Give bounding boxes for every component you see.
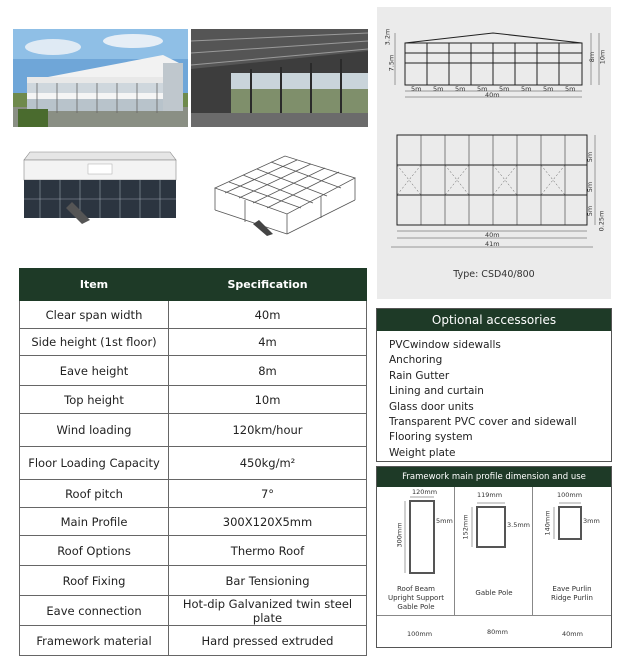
- item-cell: Wind loading: [20, 414, 169, 447]
- profile-thickness-dim: 5mm: [436, 517, 453, 525]
- tent-interior-photo: [191, 29, 368, 127]
- spec-cell: 8m: [169, 356, 367, 386]
- item-cell: Floor Loading Capacity: [20, 447, 169, 480]
- profile-caption: Roof Beam Upright Support Gable Pole: [388, 585, 444, 611]
- item-cell: Framework material: [20, 626, 169, 656]
- item-cell: Roof pitch: [20, 480, 169, 508]
- technical-drawing-panel: [377, 7, 611, 299]
- bay-dim: 5m: [565, 85, 576, 93]
- profile-bottom-row: [377, 615, 611, 648]
- list-item: Weight plate: [389, 446, 456, 459]
- item-cell: Main Profile: [20, 508, 169, 536]
- spec-cell: 4m: [169, 329, 367, 356]
- bay-dim: 5m: [477, 85, 488, 93]
- spec-cell: Hot-dip Galvanized twin steel plate: [169, 596, 367, 626]
- list-item: Glass door units: [389, 400, 474, 413]
- spec-cell: 10m: [169, 386, 367, 414]
- plan-outer-dim: 41m: [485, 240, 500, 248]
- bay-dim: 5m: [543, 85, 554, 93]
- side-total-dim: 40m: [485, 91, 500, 99]
- list-item: Transparent PVC cover and sidewall: [389, 416, 577, 429]
- profile-height-dim: 300mm: [395, 522, 404, 548]
- table-row: [20, 626, 367, 656]
- profile-width-dim: 40mm: [562, 630, 583, 638]
- plan-side-dim: 5m: [586, 151, 595, 163]
- table-row: [20, 414, 367, 447]
- profile-width-dim: 100mm: [557, 491, 583, 499]
- accessories-list: [389, 338, 611, 461]
- plan-side-dim: 0.25m: [597, 210, 606, 232]
- framework-profile-box: [376, 466, 612, 648]
- bay-dim: 5m: [455, 85, 466, 93]
- type-label: Type: CSD40/800: [453, 269, 535, 280]
- spec-cell: Hard pressed extruded: [169, 626, 367, 656]
- item-cell: Eave height: [20, 356, 169, 386]
- plan-inner-dim: 40m: [485, 231, 500, 239]
- item-cell: Roof Options: [20, 536, 169, 566]
- list-item: PVCwindow sidewalls: [389, 339, 501, 351]
- profile-caption: Gable Pole: [475, 589, 513, 597]
- list-item: Flooring system: [389, 431, 473, 444]
- spec-cell: Thermo Roof: [169, 536, 367, 566]
- profile-caption: Eave Purlin Ridge Purlin: [551, 585, 593, 602]
- table-row: [20, 536, 367, 566]
- specification-table: [19, 268, 367, 656]
- header-specification: Specification: [169, 269, 367, 301]
- bay-dim: 5m: [411, 85, 422, 93]
- spec-cell: 300X120X5mm: [169, 508, 367, 536]
- profile-height-dim: 140mm: [543, 510, 552, 536]
- table-row: [20, 566, 367, 596]
- optional-accessories-box: [376, 308, 612, 462]
- bay-dim: 5m: [521, 85, 532, 93]
- table-row: [20, 596, 367, 626]
- tent-render-closed: [20, 142, 180, 232]
- profile-thickness-dim: 3mm: [583, 517, 600, 525]
- dim-7-5m: 7.5m: [387, 54, 396, 72]
- profile-width-dim: 120mm: [412, 488, 438, 496]
- profile-width-dim: 119mm: [477, 491, 503, 499]
- header-item: Item: [20, 269, 169, 301]
- table-row: [20, 329, 367, 356]
- table-row: [20, 386, 367, 414]
- list-item: Anchoring: [389, 354, 443, 367]
- list-item: Rain Gutter: [389, 369, 450, 382]
- profile-height-dim: 152mm: [461, 514, 470, 540]
- spec-cell: 40m: [169, 301, 367, 329]
- tent-exterior-photo: [13, 29, 188, 127]
- dim-10m: 10m: [598, 49, 607, 65]
- item-cell: Top height: [20, 386, 169, 414]
- spec-cell: Bar Tensioning: [169, 566, 367, 596]
- table-row: [20, 356, 367, 386]
- framework-title: Framework main profile dimension and use: [377, 467, 611, 487]
- list-item: Lining and curtain: [389, 385, 484, 398]
- profile-thickness-dim: 3.5mm: [507, 521, 531, 529]
- item-cell: Clear span width: [20, 301, 169, 329]
- table-row: [20, 301, 367, 329]
- table-row: [20, 480, 367, 508]
- dim-8m: 8m: [588, 51, 597, 63]
- tent-frame-render: [205, 148, 363, 238]
- plan-side-dim: 5m: [586, 181, 595, 193]
- bay-dim: 5m: [433, 85, 444, 93]
- item-cell: Roof Fixing: [20, 566, 169, 596]
- profile-width-dim: 80mm: [487, 628, 508, 636]
- table-row: [20, 447, 367, 480]
- plan-side-dim: 5m: [586, 205, 595, 217]
- table-row: [20, 508, 367, 536]
- item-cell: Side height (1st floor): [20, 329, 169, 356]
- accessories-title: Optional accessories: [377, 309, 611, 331]
- spec-cell: 7°: [169, 480, 367, 508]
- bay-dim: 5m: [499, 85, 510, 93]
- spec-cell: 450kg/m²: [169, 447, 367, 480]
- spec-cell: 120km/hour: [169, 414, 367, 447]
- dim-3-2m: 3.2m: [383, 28, 392, 46]
- item-cell: Eave connection: [20, 596, 169, 626]
- profile-width-dim: 100mm: [407, 630, 433, 638]
